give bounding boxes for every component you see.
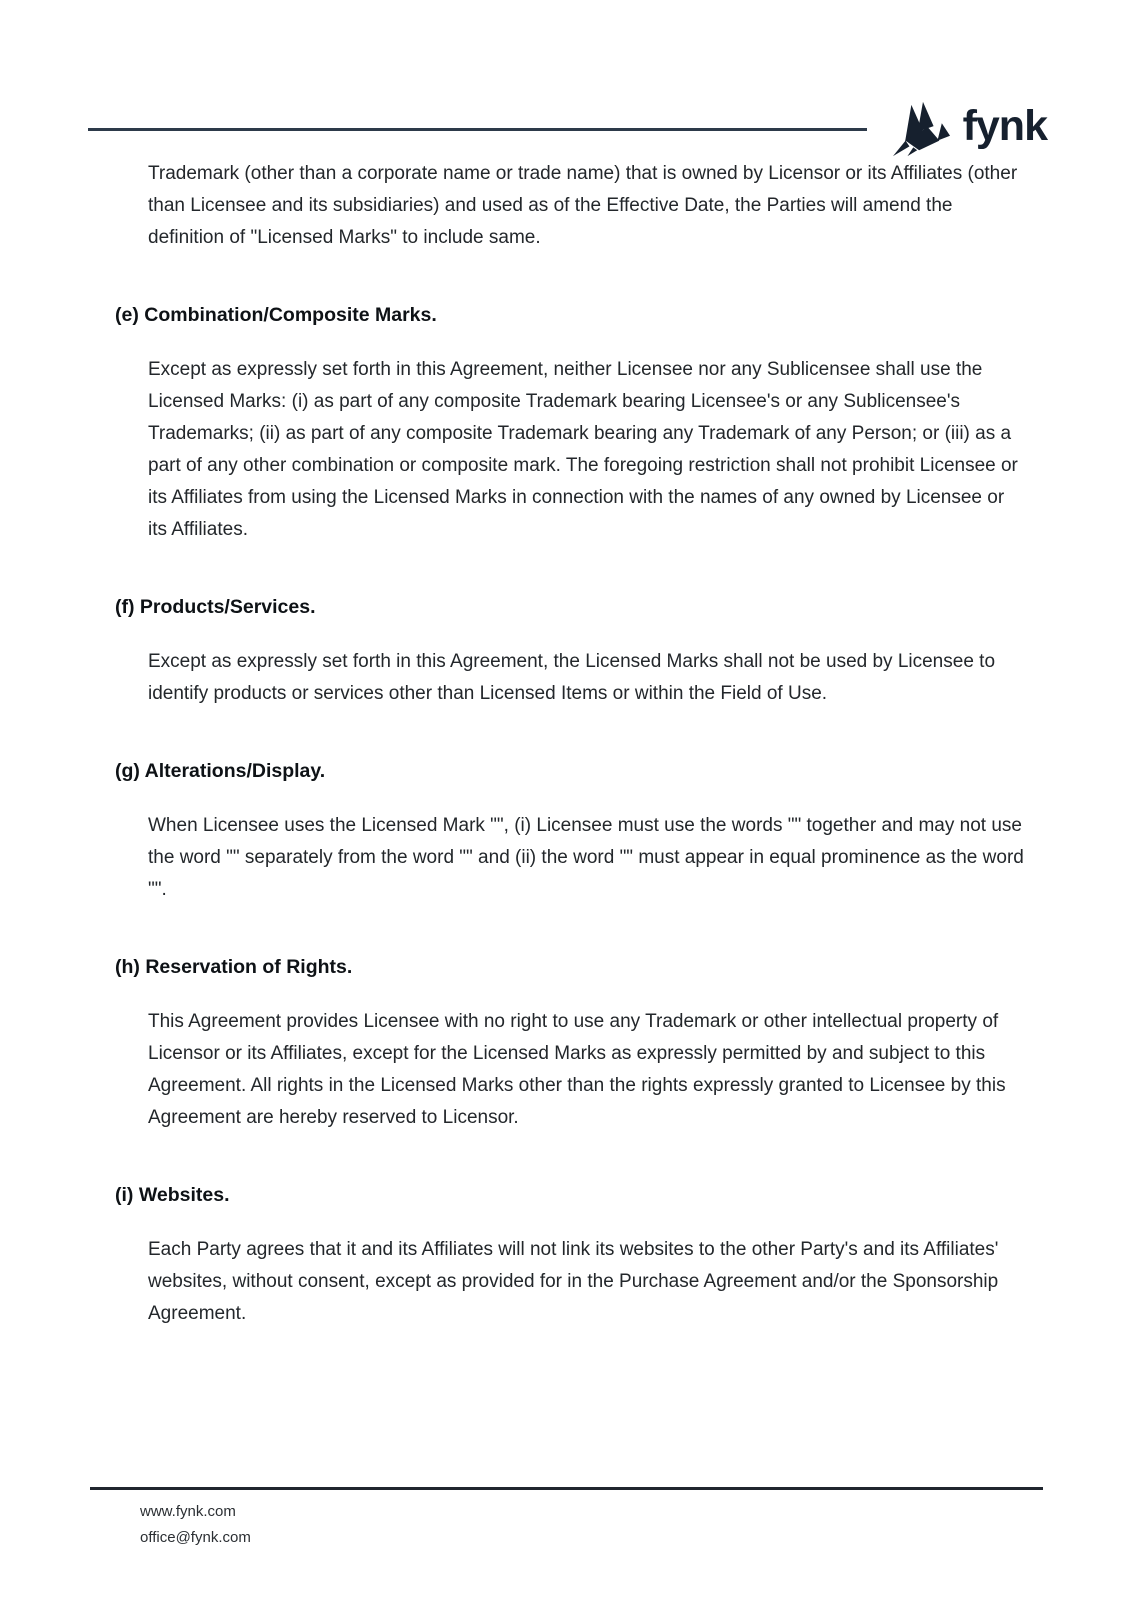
section-heading [115,954,1026,980]
footer-links [90,1499,1043,1551]
section-paragraph: Except as expressly set forth in this Agreement, the Licensed Marks shall not be used by Licensee to identify products or services other than Licensed Items or within the Field of Use. [148,651,996,704]
section-label: (h) [115,956,140,978]
section-title: Reservation of Rights. [145,956,353,978]
section-title: Websites. [138,1184,230,1206]
brand-name: fynk [962,101,1047,150]
brand-logo [893,101,1047,157]
section-heading [115,302,1026,328]
footer-rule [90,1487,1043,1490]
section-label: (f) [115,596,135,618]
section-title: Products/Services. [139,596,316,618]
origami-crane-icon [893,101,951,157]
section-paragraph: When Licensee uses the Licensed Mark "", (i) Licensee must use the words "" together and may not use the word "" separately from the word "" and (ii) the word "" must appear in equal prominence as the word "". [148,815,1024,900]
section-heading [115,594,1026,620]
section-reservation-of-rights [115,954,1026,1134]
section-products-services [115,594,1026,710]
document-body [115,158,1026,1330]
section-label: (i) [115,1184,134,1206]
header-rule [88,128,867,131]
section-title: Alterations/Display. [144,760,326,782]
section-paragraph: Each Party agrees that it and its Affiliates will not link its websites to the other Party's and its Affiliates' websites, without consent, except as provided for in the Purchase Agreement and/or the Sponsorship Agreement. [148,1239,999,1324]
website-link[interactable]: www.fynk.com [140,1503,236,1520]
page-header [88,98,1047,160]
section-paragraph: Except as expressly set forth in this Agreement, neither Licensee nor any Sublicensee shall use the Licensed Marks: (i) as part of any composite Trademark bearing Licensee's or any Sublicensee's Trademarks; (ii) as part of any composite Trademark bearing any Trademark of any Person; or (iii) as a part of any other combination or composite mark. The foregoing restriction shall not prohibit Licensee or its Affiliates from using the Licensed Marks in connection with the names of any owned by Licensee or its Affiliates. [148,359,1018,540]
section-alterations-display [115,758,1026,906]
intro-paragraph: Trademark (other than a corporate name or trade name) that is owned by Licensor or its Affiliates (other than Licensee and its subsidiaries) and used as of the Effective Date, the Parties will amend the definition of "Licensed Marks" to include same. [148,163,1018,248]
email-link[interactable]: office@fynk.com [140,1529,251,1546]
section-heading [115,1182,1026,1208]
section-heading [115,758,1026,784]
section-combination-composite-marks [115,302,1026,546]
section-label: (g) [115,760,140,782]
section-label: (e) [115,304,139,326]
section-title: Combination/Composite Marks. [144,304,437,326]
section-paragraph: This Agreement provides Licensee with no right to use any Trademark or other intellectual property of Licensor or its Affiliates, except for the Licensed Marks as expressly permitted by and subject to this Agreement. All rights in the Licensed Marks other than the rights expressly granted to Licensee by this Agreement are hereby reserved to Licensor. [148,1011,1006,1128]
section-websites [115,1182,1026,1330]
page-footer [90,1487,1043,1551]
